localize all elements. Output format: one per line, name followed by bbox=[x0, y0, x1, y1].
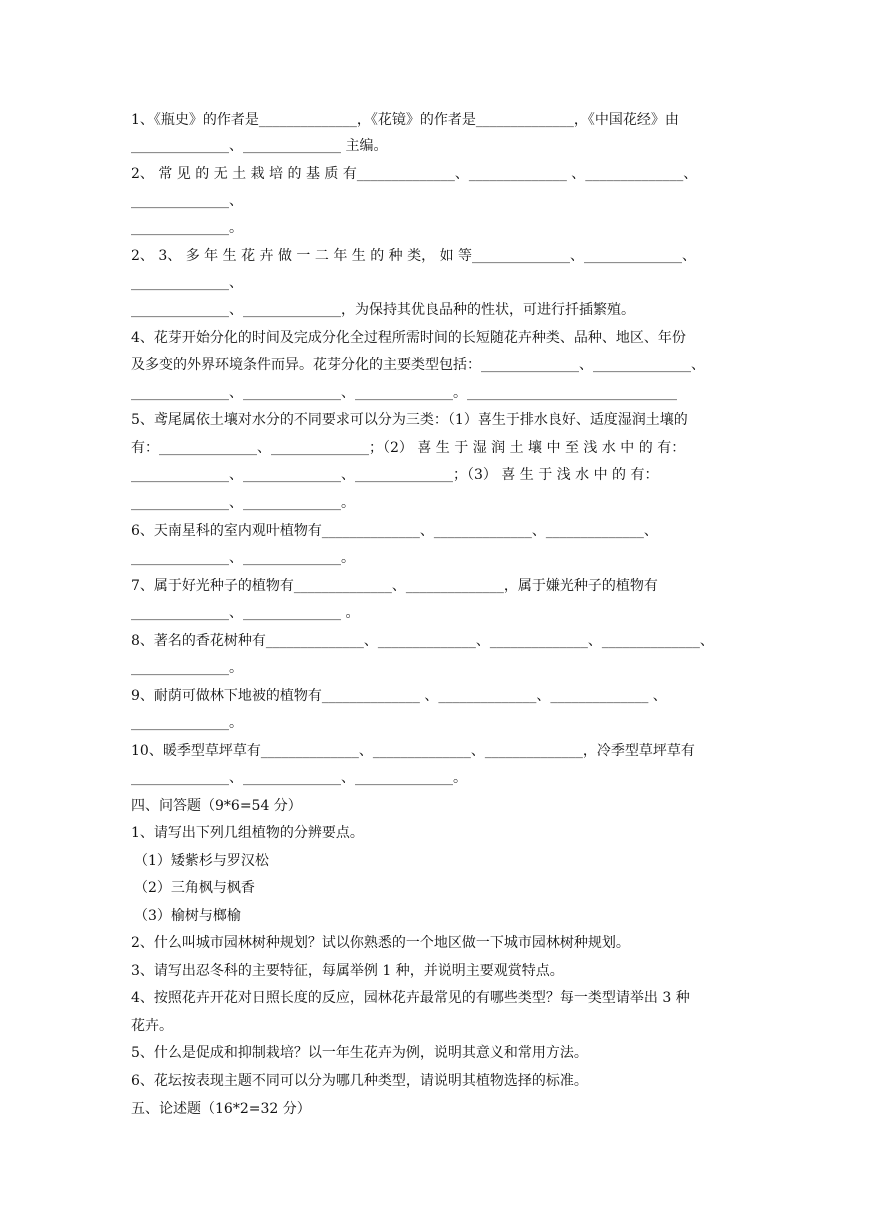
q9-line-1: 9、耐荫可做林下地被的植物有______________ 、______________、______________ 、 bbox=[131, 688, 667, 704]
q3-line-1: 2、 3、 多 年 生 花 卉 做 一 二 年 生 的 种 类， 如 等______________、______________、 bbox=[131, 248, 697, 264]
section-5-heading: 五、论述题（16*2=32 分） bbox=[131, 1101, 311, 1117]
q6-line-2: ______________、______________。 bbox=[131, 550, 355, 566]
qa-1: 1、请写出下列几组植物的分辨要点。 bbox=[131, 825, 364, 841]
q5-line-4: ______________、______________。 bbox=[131, 495, 355, 511]
q6-line-1: 6、天南星科的室内观叶植物有______________、______________、______________、 bbox=[131, 523, 658, 539]
q10-line-1: 10、暖季型草坪草有______________、______________、______________，冷季型草坪草有 bbox=[131, 743, 695, 759]
q4-line-3: ______________、______________、______________。______________________________ bbox=[131, 385, 677, 401]
q2-line-3: ______________。 bbox=[131, 220, 243, 236]
qa-1-sub-1: （1）矮紫杉与罗汉松 bbox=[134, 853, 269, 869]
q1-line-1: 1、《瓶史》的作者是______________，《花镜》的作者是______________，《中国花经》由 bbox=[131, 112, 679, 128]
q5-line-1: 5、鸢尾属依土壤对水分的不同要求可以分为三类：（1）喜生于排水良好、适度湿润土壤的 bbox=[131, 412, 688, 428]
q4-line-2: 及多变的外界环境条件而异。花芽分化的主要类型包括：______________、______________、 bbox=[131, 357, 705, 373]
qa-4-line-2: 花卉。 bbox=[131, 1018, 173, 1034]
section-4-heading: 四、问答题（9*6=54 分） bbox=[131, 798, 302, 814]
qa-5: 5、什么是促成和抑制栽培？以一年生花卉为例，说明其意义和常用方法。 bbox=[131, 1045, 588, 1061]
qa-2: 2、什么叫城市园林树种规划？试以你熟悉的一个地区做一下城市园林树种规划。 bbox=[131, 935, 630, 951]
qa-4-line-1: 4、按照花卉开花对日照长度的反应，园林花卉最常见的有哪些类型？每一类型请举出 3 种 bbox=[131, 990, 690, 1006]
qa-6: 6、花坛按表现主题不同可以分为哪几种类型，请说明其植物选择的标准。 bbox=[131, 1073, 588, 1089]
q10-line-2: ______________、______________、______________。 bbox=[131, 770, 467, 786]
q9-line-2: ______________。 bbox=[131, 715, 243, 731]
q8-line-2: ______________。 bbox=[131, 660, 243, 676]
q2-line-2: ______________、 bbox=[131, 193, 243, 209]
qa-1-sub-2: （2）三角枫与枫香 bbox=[134, 880, 255, 896]
q5-line-3: ______________、______________、______________；（3） 喜 生 于 浅 水 中 的 有： bbox=[131, 467, 659, 483]
qa-3: 3、请写出忍冬科的主要特征，每属举例 1 种，并说明主要观赏特点。 bbox=[131, 963, 564, 979]
q8-line-1: 8、著名的香花树种有______________、______________、______________、______________、 bbox=[131, 633, 714, 649]
q1-line-2: ______________、______________ 主编。 bbox=[131, 138, 388, 154]
q5-line-2: 有：______________、______________；（2） 喜 生 于 湿 润 土 壤 中 至 浅 水 中 的 有： bbox=[131, 440, 686, 456]
q7-line-2: ______________、______________ 。 bbox=[131, 605, 360, 621]
q4-line-1: 4、花芽开始分化的时间及完成分化全过程所需时间的长短随花卉种类、品种、地区、年份 bbox=[131, 330, 686, 346]
q3-line-2: ______________、 bbox=[131, 275, 243, 291]
q7-line-1: 7、属于好光种子的植物有______________、______________，属于嫌光种子的植物有 bbox=[131, 578, 658, 594]
q3-line-3: ______________、______________，为保持其优良品种的性状，可进行扦插繁殖。 bbox=[131, 302, 635, 318]
qa-1-sub-3: （3）榆树与榔榆 bbox=[134, 908, 241, 924]
q2-line-1: 2、 常 见 的 无 土 栽 培 的 基 质 有______________、______________ 、______________、 bbox=[131, 166, 698, 182]
